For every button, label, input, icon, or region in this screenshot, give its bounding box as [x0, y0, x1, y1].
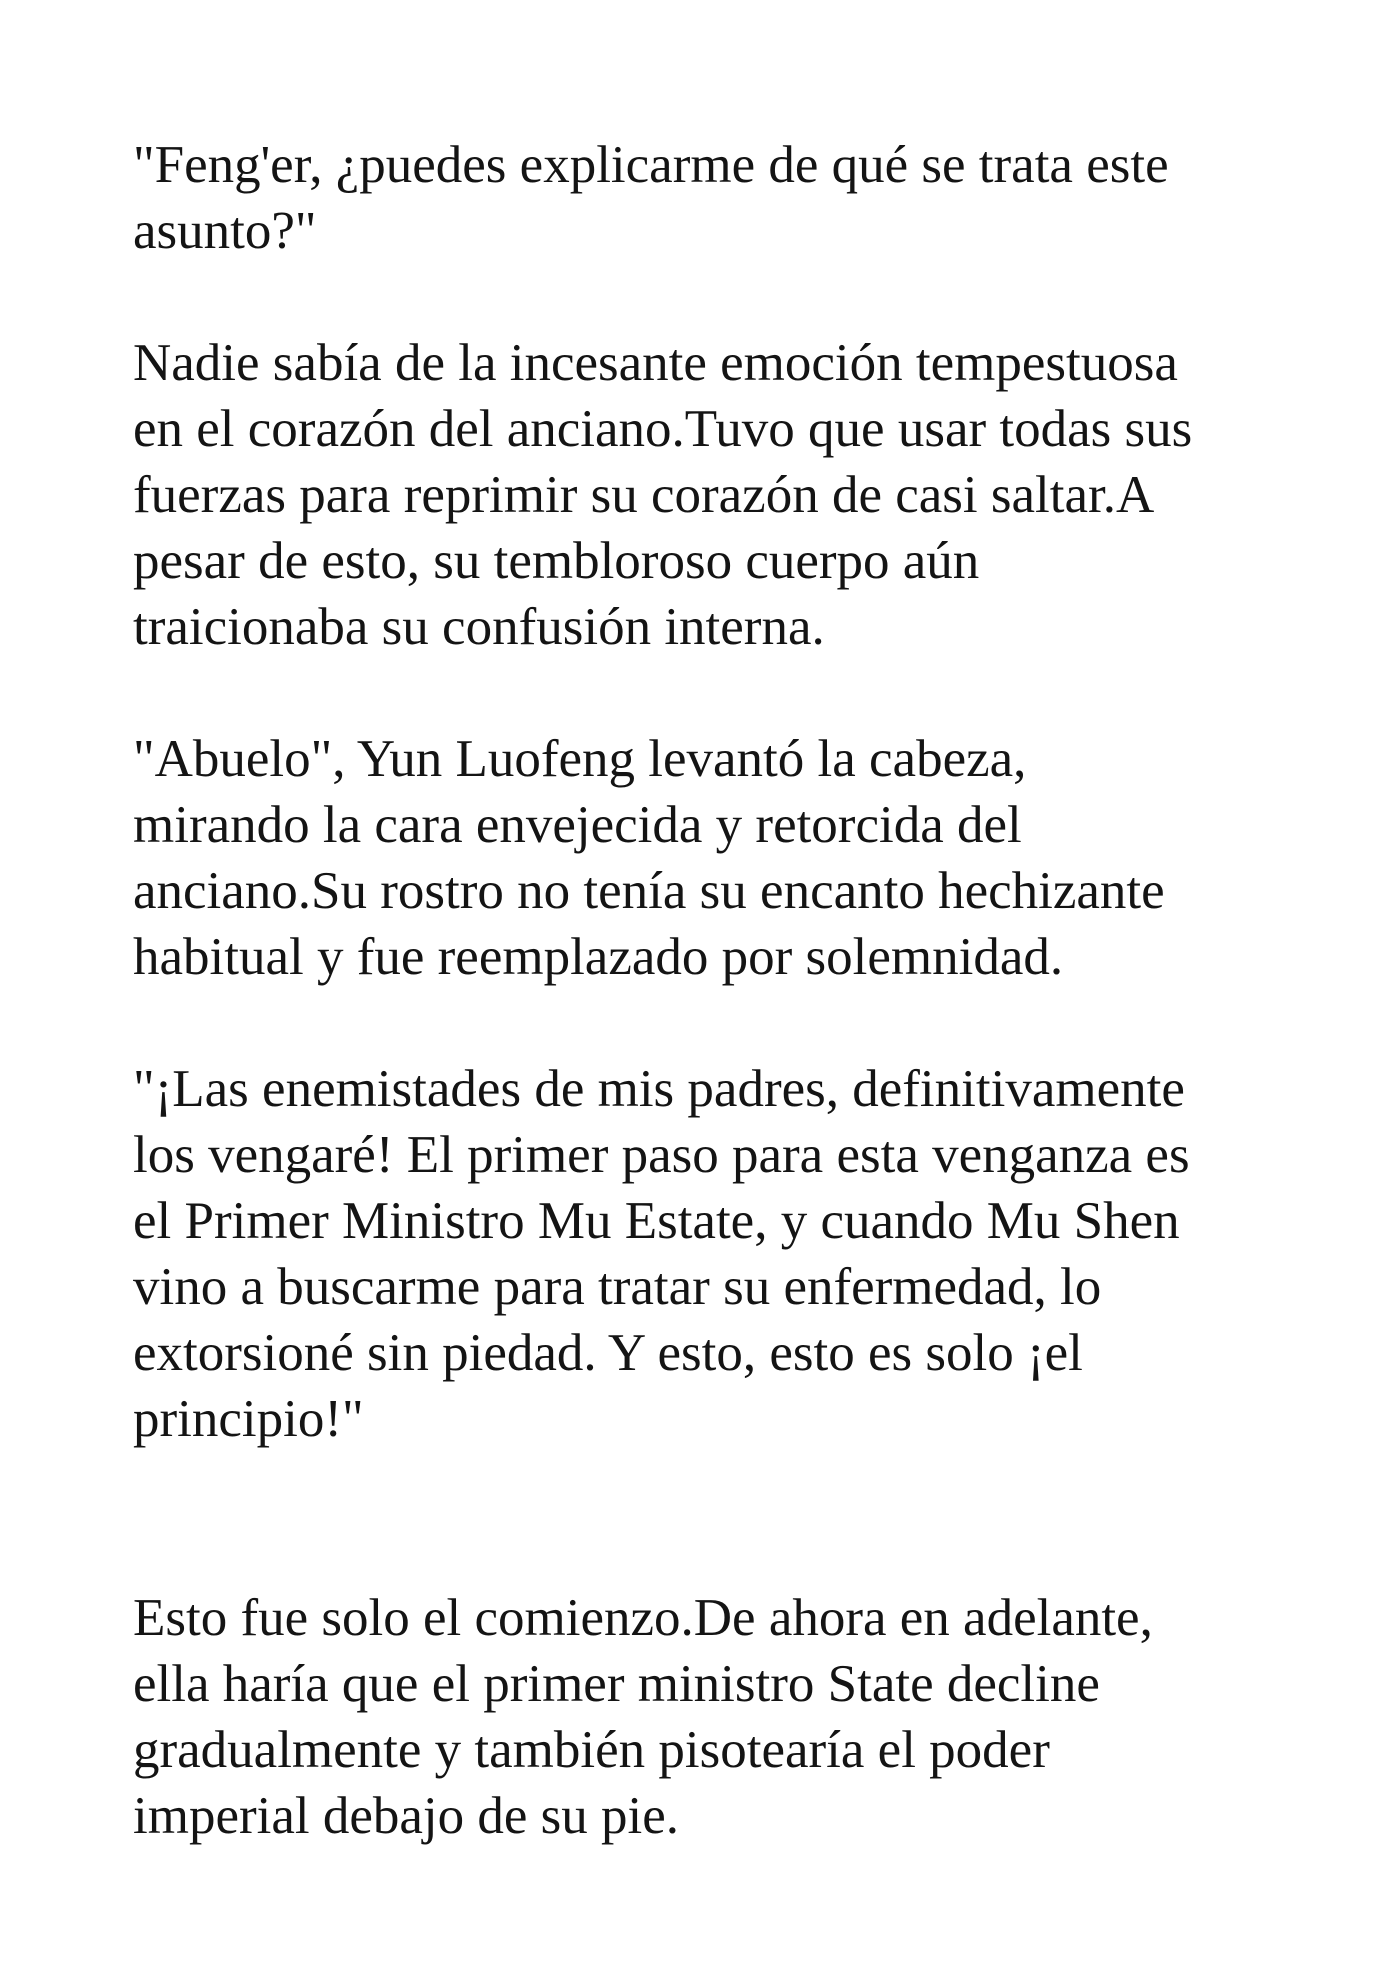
text-line: Esto fue solo el comienzo.De ahora en adelante,: [133, 1589, 1153, 1647]
paragraph-spacer: [133, 990, 1283, 1056]
document-page: [133, 132, 1283, 1849]
text-line: los vengaré! El primer paso para esta venganza es: [133, 1126, 1190, 1184]
text-line: mirando la cara envejecida y retorcida del: [133, 796, 1022, 854]
text-line: asunto?": [133, 202, 317, 260]
text-line: principio!": [133, 1390, 364, 1448]
paragraph-spacer: [133, 264, 1283, 330]
text-line: "¡Las enemistades de mis padres, definitivamente: [133, 1060, 1185, 1118]
text-line: "Feng'er, ¿puedes explicarme de qué se trata este: [133, 136, 1169, 194]
text-line: el Primer Ministro Mu Estate, y cuando Mu Shen: [133, 1192, 1180, 1250]
paragraph-spacer: [133, 1452, 1283, 1585]
paragraph-2: [133, 330, 1283, 660]
paragraph-5: [133, 1585, 1283, 1849]
text-line: extorsioné sin piedad. Y esto, esto es solo ¡el: [133, 1324, 1083, 1382]
text-line: imperial debajo de su pie.: [133, 1787, 680, 1845]
text-line: gradualmente y también pisotearía el poder: [133, 1721, 1050, 1779]
text-line: fuerzas para reprimir su corazón de casi saltar.A: [133, 466, 1155, 524]
text-line: habitual y fue reemplazado por solemnidad.: [133, 928, 1064, 986]
paragraph-4: [133, 1056, 1283, 1452]
paragraph-3: [133, 726, 1283, 990]
text-line: ella haría que el primer ministro State decline: [133, 1655, 1100, 1713]
text-line: vino a buscarme para tratar su enfermedad, lo: [133, 1258, 1102, 1316]
text-line: "Abuelo", Yun Luofeng levantó la cabeza,: [133, 730, 1027, 788]
text-line: Nadie sabía de la incesante emoción tempestuosa: [133, 334, 1178, 392]
text-line: en el corazón del anciano.Tuvo que usar todas sus: [133, 400, 1193, 458]
text-line: traicionaba su confusión interna.: [133, 598, 825, 656]
paragraph-1: [133, 132, 1283, 264]
paragraph-spacer: [133, 660, 1283, 726]
text-line: pesar de esto, su tembloroso cuerpo aún: [133, 532, 980, 590]
text-line: anciano.Su rostro no tenía su encanto hechizante: [133, 862, 1165, 920]
